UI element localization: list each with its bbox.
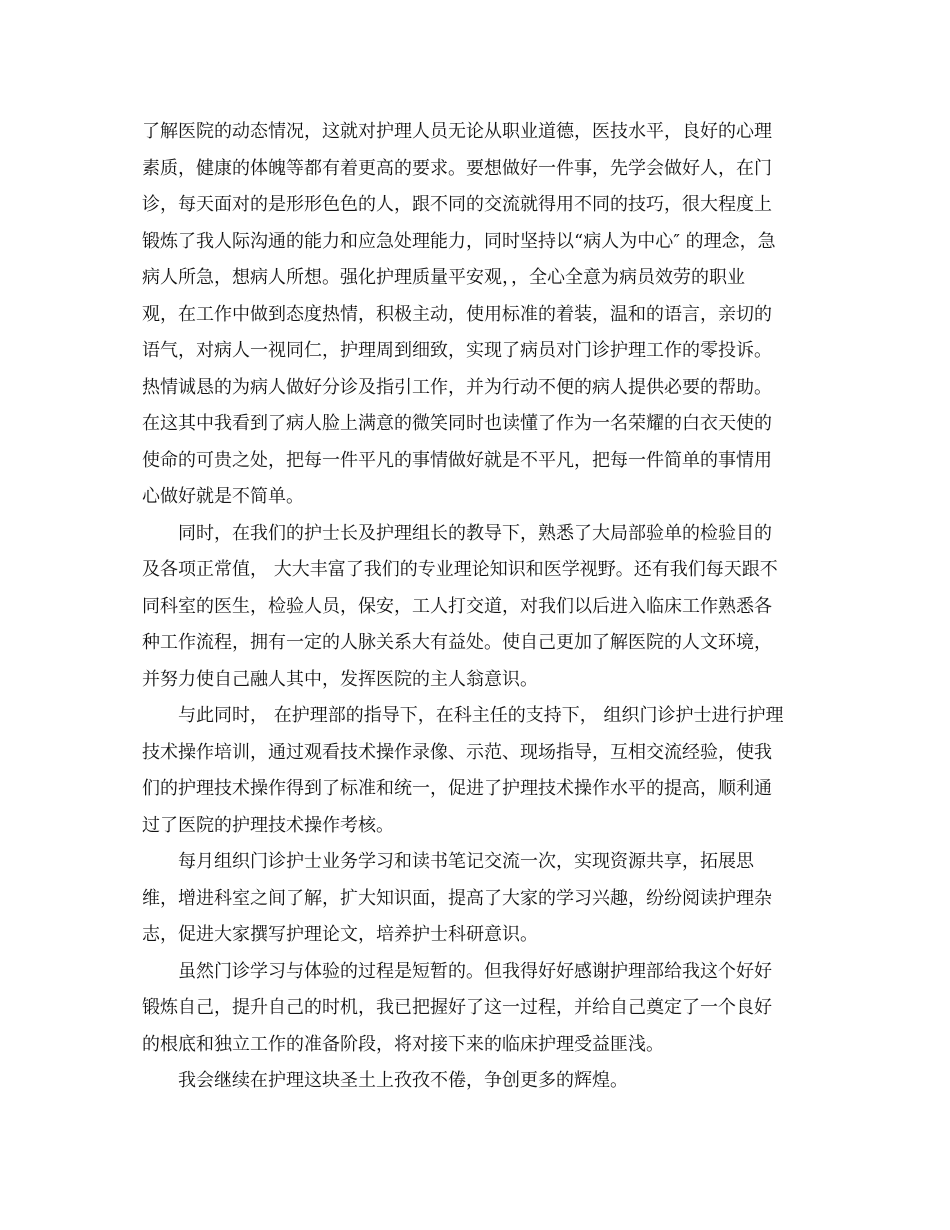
text-line: 病人所急，想病人所想。强化护理质量平安观，，全心全意为病员效劳的职业: [142, 267, 745, 288]
text-line: 的根底和独立工作的准备阶段，将对接下来的临床护理受益匪浅。: [142, 1033, 664, 1055]
text-line: 同时，在我们的护士长及护理组长的教导下，熟悉了大局部验单的检验目的: [178, 522, 772, 544]
text-line: 了解医院的动态情况，这就对护理人员无论从职业道德，医技水平，良好的心理: [142, 121, 772, 142]
text-line: 在这其中我看到了病人脸上满意的微笑同时也读懂了作为一名荣耀的白衣天使的: [142, 413, 772, 434]
text-line: 虽然门诊学习与体验的过程是短暂的。但我得好好感谢护理部给我这个好好: [178, 960, 772, 982]
document-body: [142, 114, 807, 1100]
text-line: 志，促进大家撰写护理论文，培养护士科研意识。: [142, 924, 538, 945]
text-line: 锻炼了我人际沟通的能力和应急处理能力，同时坚持以“病人为中心″ 的理念，急: [142, 230, 776, 252]
text-line: 同科室的医生，检验人员，保安，工人打交道，对我们以后进入临床工作熟悉各: [142, 595, 772, 617]
paragraph-5: [142, 954, 807, 1064]
text-line: 观，在工作中做到态度热情，积极主动，使用标准的着装，温和的语言，亲切的: [142, 303, 772, 325]
text-line: 每月组织门诊护士业务学习和读书笔记交流一次，实现资源共享，拓展思: [178, 851, 754, 872]
paragraph-2: [142, 516, 807, 699]
text-line: 们的护理技术操作得到了标准和统一，促进了护理技术操作水平的提高，顺利通: [142, 778, 772, 799]
paragraph-3: [142, 698, 807, 844]
text-line: 维，增进科室之间了解，扩大知识面，提高了大家的学习兴趣，纷纷阅读护理杂: [142, 887, 772, 909]
text-line: 诊，每天面对的是形形色色的人，跟不同的交流就得用不同的技巧，很大程度上: [142, 194, 772, 215]
text-line: 使命的可贵之处，把每一件平凡的事情做好就是不平凡，把每一件简单的事情用: [142, 449, 772, 471]
paragraph-4: [142, 844, 807, 954]
text-line: 与此同时， 在护理部的指导下，在科主任的支持下， 组织门诊护士进行护理: [178, 705, 784, 726]
paragraph-1: [142, 114, 807, 516]
text-line: 技术操作培训，通过观看技术操作录像、示范、现场指导，互相交流经验，使我: [142, 741, 772, 763]
text-line: 热情诚恳的为病人做好分诊及指引工作，并为行动不便的病人提供必要的帮助。: [142, 376, 772, 398]
paragraph-6: [142, 1063, 807, 1100]
text-line: 我会继续在护理这块圣土上孜孜不倦，争创更多的辉煌。: [178, 1070, 628, 1091]
text-line: 锻炼自己，提升自己的时机，我已把握好了这一过程，并给自己奠定了一个良好: [142, 997, 772, 1018]
text-line: 种工作流程，拥有一定的人脉关系大有益处。使自己更加了解医院的人文环境，: [142, 632, 772, 653]
text-line: 语气，对病人一视同仁，护理周到细致，实现了病员对门诊护理工作的零投诉。: [142, 340, 772, 361]
text-line: 过了医院的护理技术操作考核。: [142, 814, 394, 836]
text-line: 心做好就是不简单。: [142, 486, 304, 507]
text-line: 并努力使自己融人其中，发挥医院的主人翁意识。: [142, 668, 538, 690]
text-line: 素质，健康的体魄等都有着更高的要求。要想做好一件事，先学会做好人，在门: [142, 157, 772, 179]
text-line: 及各项正常值， 大大丰富了我们的专业理论知识和医学视野。还有我们每天跟不: [142, 559, 778, 580]
